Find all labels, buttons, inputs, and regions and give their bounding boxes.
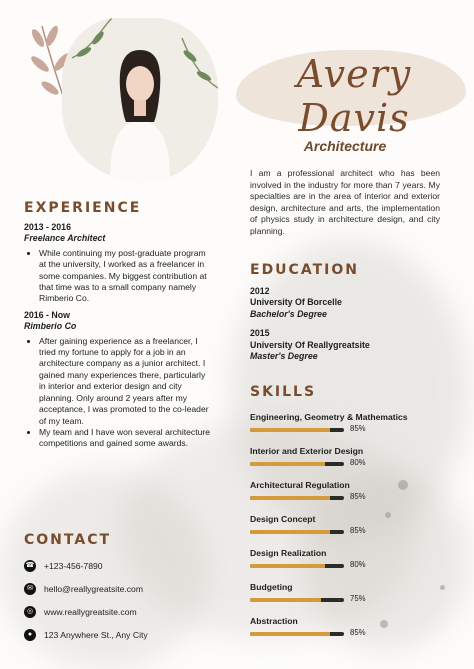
job-bullets [24, 248, 210, 305]
contact-address: 123 Anywhere St., Any City [44, 629, 148, 640]
mail-icon: ✉ [24, 583, 36, 595]
profession-title: Architecture [303, 138, 387, 154]
paint-splatter [440, 585, 445, 590]
skills-list [250, 412, 440, 650]
job-entry [24, 310, 210, 450]
skill-bar-fill [250, 564, 325, 568]
skill-bar [250, 428, 344, 432]
contact-phone-row [24, 554, 224, 577]
skill-bar [250, 632, 344, 636]
contact-email: hello@reallygreatsite.com [44, 583, 144, 594]
skill-bar [250, 496, 344, 500]
job-bullet: • After gaining experience as a freelancer, I tried my fortune to apply for a job in an architecture company as a junior architect. I gained many experiences there, particularly in interior and exterior design and city planning. Only around 2 years after my acceptance, I was promoted to the co-leader of my team. [39, 336, 210, 427]
contact-section [24, 554, 224, 646]
skill-percent: 85% [350, 526, 366, 535]
skill-percent: 80% [350, 560, 366, 569]
location-icon: ● [24, 629, 36, 641]
job-bullet: • While continuing my post-graduate program at the university, I worked as a freelancer in some companies. My biggest contribution at that time was to a small company namely Rimberio Co. [39, 248, 210, 305]
skill-item [250, 514, 440, 548]
education-year: 2012 [250, 286, 270, 296]
skill-item [250, 446, 440, 480]
skill-bar-fill [250, 496, 330, 500]
contact-phone: +123-456-7890 [44, 560, 103, 571]
skill-bar-fill [250, 598, 321, 602]
education-year: 2015 [250, 328, 270, 339]
skill-bar [250, 530, 344, 534]
skill-label: Architectural Regulation [250, 480, 350, 490]
portrait-illustration [62, 18, 218, 182]
job-role: Freelance Architect [24, 233, 106, 244]
job-bullets [24, 336, 210, 450]
education-degree: Master's Degree [250, 351, 318, 362]
skill-bar [250, 598, 344, 602]
education-degree: Bachelor's Degree [250, 308, 327, 319]
skill-bar [250, 564, 344, 568]
education-school: University Of Reallygreatsite [250, 339, 370, 350]
skill-label: Interior and Exterior Design [250, 446, 364, 456]
education-entry [250, 328, 450, 362]
skill-bar-fill [250, 530, 330, 534]
education-section [250, 286, 450, 370]
skill-label: Design Concept [250, 514, 316, 524]
education-heading: EDUCATION [250, 262, 359, 278]
skill-percent: 85% [350, 424, 366, 433]
skill-label: Design Realization [250, 548, 327, 558]
skill-item [250, 616, 440, 650]
skill-label: Abstraction [250, 616, 298, 626]
skill-label: Budgeting [250, 582, 293, 592]
contact-website: www.reallygreatsite.com [44, 606, 137, 617]
skill-bar-fill [250, 462, 325, 466]
profile-photo [62, 18, 218, 182]
phone-icon: ☎ [24, 560, 36, 572]
job-years: 2013 - 2016 [24, 222, 71, 232]
job-years: 2016 - Now [24, 309, 70, 320]
person-name: Avery Davis [296, 52, 412, 140]
experience-section [24, 222, 210, 455]
skill-item [250, 548, 440, 582]
skill-bar [250, 462, 344, 466]
globe-icon: ◎ [24, 606, 36, 618]
job-role: Rimberio Co [24, 321, 77, 332]
skill-item [250, 582, 440, 616]
contact-address-row [24, 623, 224, 646]
skills-heading: SKILLS [250, 384, 317, 400]
education-school: University Of Borcelle [250, 297, 342, 308]
job-entry [24, 222, 210, 305]
job-bullet: • My team and I have won several architecture competitions and gained some awards. [39, 427, 210, 450]
skill-bar-fill [250, 632, 330, 636]
skill-item [250, 412, 440, 446]
education-entry [250, 286, 450, 320]
skill-percent: 85% [350, 492, 366, 501]
about-text: I am a professional architect who has been involved in the industry for more than 7 years. My specialties are in the area of interior and exterior design, architecture and arts, the implementation of physics study in architecture design, and city planning. [250, 168, 440, 236]
skill-bar-fill [250, 428, 330, 432]
contact-email-row [24, 577, 224, 600]
skill-item [250, 480, 440, 514]
skill-percent: 80% [350, 458, 366, 467]
skill-label: Engineering, Geometry & Mathematics [250, 412, 408, 422]
contact-heading: CONTACT [24, 532, 112, 548]
skill-percent: 85% [350, 628, 366, 637]
skill-percent: 75% [350, 594, 366, 603]
experience-heading: EXPERIENCE [24, 200, 142, 216]
contact-website-row [24, 600, 224, 623]
